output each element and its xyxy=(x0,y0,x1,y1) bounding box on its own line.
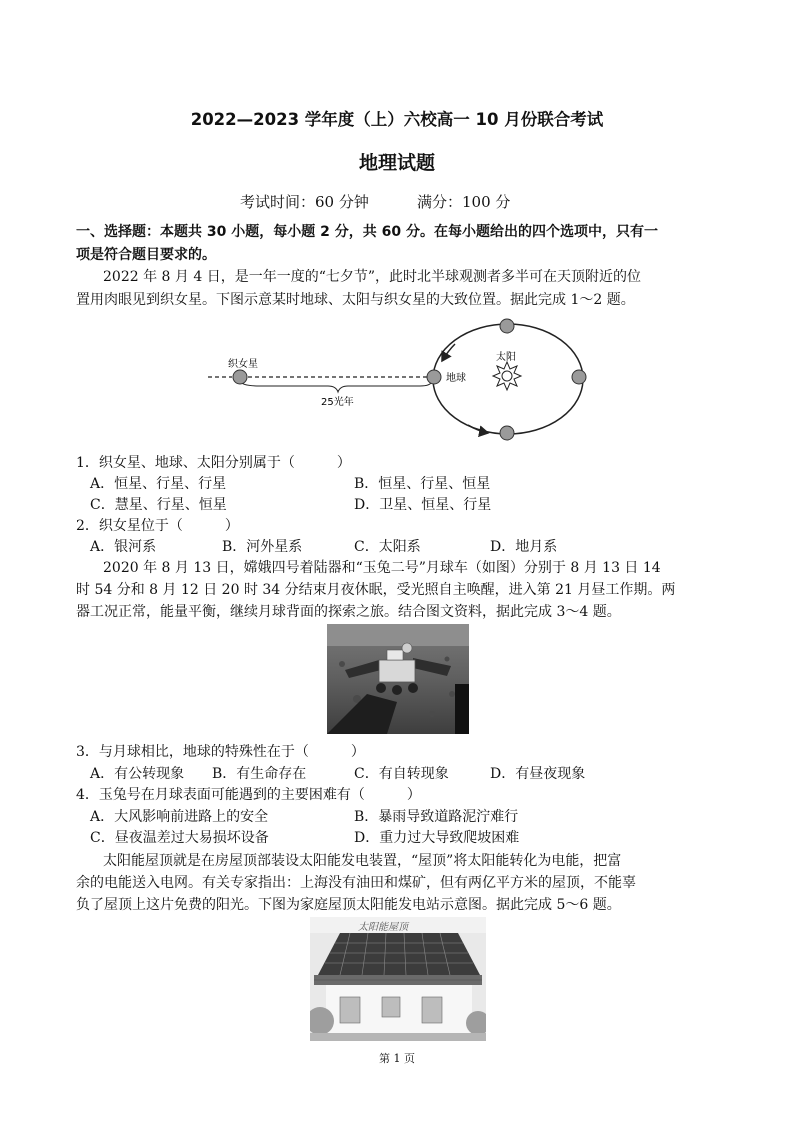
lunar-rover-photo xyxy=(327,624,469,734)
distance-brace xyxy=(240,380,432,392)
sun-icon xyxy=(493,362,521,390)
q3-option-c[interactable]: C．有自转现象 xyxy=(354,766,449,782)
q1-option-d[interactable]: D．卫星、恒星、行星 xyxy=(354,497,492,513)
q4-option-d[interactable]: D．重力过大导致爬坡困难 xyxy=(354,830,520,846)
earth-position-top xyxy=(500,319,514,333)
q2-option-a[interactable]: A．银河系 xyxy=(90,539,157,555)
earth-position-left xyxy=(427,370,441,384)
q3-option-d[interactable]: D．有昼夜现象 xyxy=(490,766,586,782)
earth-position-right xyxy=(572,370,586,384)
passage2-line2: 时 54 分和 8 月 12 日 20 时 34 分结束月夜休眠，受光照自主唤醒，进入第 21 月昼工作期。两 xyxy=(76,582,676,598)
distance-label: 25光年 xyxy=(321,397,354,408)
q1-option-c[interactable]: C．慧星、行星、恒星 xyxy=(90,497,227,513)
passage3-line1: 太阳能屋顶就是在房屋顶部装设太阳能发电装置，“屋顶”将太阳能转化为电能，把富 xyxy=(103,853,622,869)
q2-stem: 2．织女星位于（ ） xyxy=(76,518,239,534)
q3-option-a[interactable]: A．有公转现象 xyxy=(90,766,185,782)
solar-roof-photo xyxy=(310,917,486,1041)
sun-label: 太阳 xyxy=(496,352,516,363)
q4-stem: 4．玉兔号在月球表面可能遇到的主要困难有（ ） xyxy=(76,787,421,803)
passage1-line2: 置用肉眼见到织女星。下图示意某时地球、太阳与织女星的大致位置。据此完成 1～2 题。 xyxy=(76,292,635,308)
passage1-line1: 2022 年 8 月 4 日，是一年一度的“七夕节”，此时北半球观测者多半可在天顶附近的位 xyxy=(103,269,642,285)
exam-score: 满分：100 分 xyxy=(417,193,511,211)
vega-star xyxy=(233,370,247,384)
passage2-line3: 器工况正常，能量平衡，继续月球背面的探索之旅。结合图文资料，据此完成 3～4 题。 xyxy=(76,604,621,620)
q4-option-a[interactable]: A．大风影响前进路上的安全 xyxy=(90,809,269,825)
q2-option-c[interactable]: C．太阳系 xyxy=(354,539,421,555)
orbit-direction-arrow-2 xyxy=(442,344,455,361)
q1-stem: 1．织女星、地球、太阳分别属于（ ） xyxy=(76,455,351,471)
section-heading-line2: 项是符合题目要求的。 xyxy=(76,247,216,263)
q1-option-b[interactable]: B．恒星、行星、恒星 xyxy=(354,476,491,492)
q4-option-b[interactable]: B．暴雨导致道路泥泞难行 xyxy=(354,809,519,825)
vega-label: 织女星 xyxy=(228,359,258,370)
exam-time: 考试时间：60 分钟 xyxy=(240,193,369,211)
solar-sign-text: 太阳能屋顶 xyxy=(358,922,408,933)
q2-option-b[interactable]: B．河外星系 xyxy=(222,539,303,555)
section-heading-line1: 一、选择题：本题共 30 小题，每小题 2 分，共 60 分。在每小题给出的四个选项中，只有一 xyxy=(76,224,658,240)
passage2-line1: 2020 年 8 月 13 日，嫦娥四号着陆器和“玉兔二号”月球车（如图）分别于 8 月 13 日 14 xyxy=(103,560,661,576)
q2-option-d[interactable]: D．地月系 xyxy=(490,539,558,555)
q3-option-b[interactable]: B．有生命存在 xyxy=(212,766,307,782)
page-number: 第 1 页 xyxy=(379,1052,415,1065)
q3-stem: 3．与月球相比，地球的特殊性在于（ ） xyxy=(76,744,365,760)
q1-option-a[interactable]: A．恒星、行星、行星 xyxy=(90,476,227,492)
subject-title: 地理试题 xyxy=(358,152,435,174)
exam-title: 2022—2023 学年度（上）六校高一 10 月份联合考试 xyxy=(190,110,604,129)
earth-position-bottom xyxy=(500,426,514,440)
orbit-diagram xyxy=(200,314,600,446)
passage3-line2: 余的电能送入电网。有关专家指出：上海没有油田和煤矿，但有两亿平方米的屋顶，不能辜 xyxy=(76,875,636,891)
earth-label: 地球 xyxy=(446,373,466,384)
q4-option-c[interactable]: C．昼夜温差过大易损坏设备 xyxy=(90,830,269,846)
passage3-line3: 负了屋顶上这片免费的阳光。下图为家庭屋顶太阳能发电站示意图。据此完成 5～6 题。 xyxy=(76,897,621,913)
